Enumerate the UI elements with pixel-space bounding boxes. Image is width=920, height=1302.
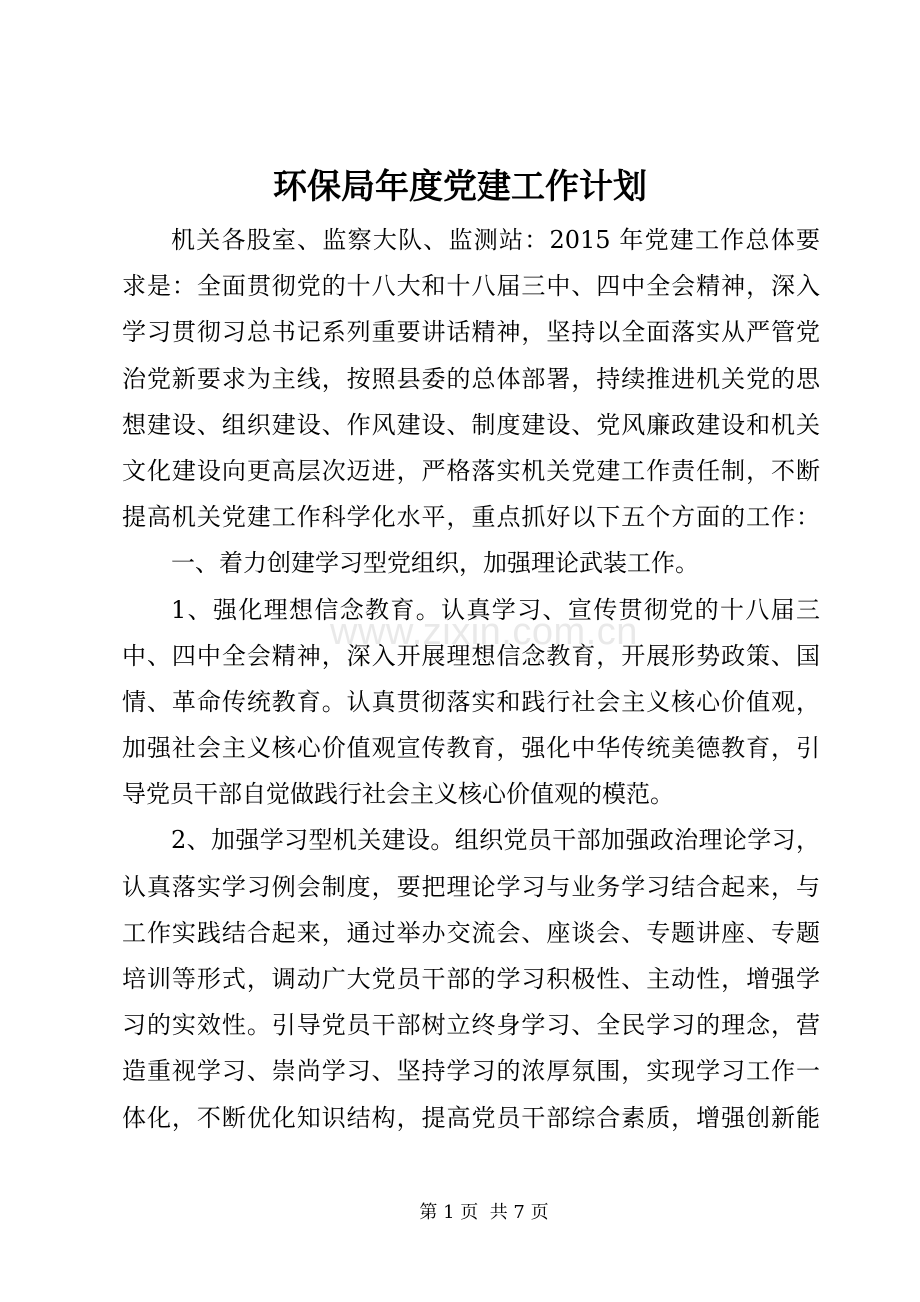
document-body: [122, 217, 820, 1141]
text-line: 培训等形式，调动广大党员干部的学习积极性、主动性，增强学: [122, 965, 820, 993]
document-title: 环保局年度党建工作计划: [273, 167, 647, 207]
page-number-footer: 第 1 页 共 7 页: [419, 1202, 549, 1223]
section-heading: [122, 540, 820, 586]
paragraph-item-1: [122, 587, 820, 818]
text-line: 工作实践结合起来，通过举办交流会、座谈会、专题讲座、专题: [122, 918, 820, 947]
text-line: 加强社会主义核心价值观宣传教育，强化中华传统美德教育，引: [122, 734, 820, 763]
text-line: 体化，不断优化知识结构，提高党员干部综合素质，增强创新能: [122, 1103, 820, 1132]
text-line: 想建设、组织建设、作风建设、制度建设、党风廉政建设和机关: [122, 410, 820, 439]
text-line: 文化建设向更高层次迈进，严格落实机关党建工作责任制，不断: [122, 456, 820, 485]
text-line: 提高机关党建工作科学化水平，重点抓好以下五个方面的工作：: [122, 503, 820, 532]
text-line: 求是：全面贯彻党的十八大和十八届三中、四中全会精神，深入: [122, 272, 820, 301]
text-line: 2、加强学习型机关建设。组织党员干部加强政治理论学习，: [171, 826, 820, 855]
text-line: 习的实效性。引导党员干部树立终身学习、全民学习的理念，营: [122, 1011, 820, 1040]
text-line: 认真落实学习例会制度，要把理论学习与业务学习结合起来，与: [122, 872, 820, 901]
text-line: 造重视学习、崇尚学习、坚持学习的浓厚氛围，实现学习工作一: [122, 1057, 820, 1086]
text-line: 治党新要求为主线，按照县委的总体部署，持续推进机关党的思: [122, 364, 820, 393]
text-line: 机关各股室、监察大队、监测站：2015 年党建工作总体要: [171, 226, 820, 254]
text-line: 导党员干部自觉做践行社会主义核心价值观的模范。: [122, 780, 674, 809]
paragraph-intro: [122, 217, 820, 540]
text-line: 学习贯彻习总书记系列重要讲话精神，坚持以全面落实从严管党: [122, 318, 820, 347]
watermark: www.zixin.com.cn: [330, 611, 638, 653]
text-line: 中、四中全会精神，深入开展理想信念教育，开展形势政策、国: [122, 641, 820, 670]
text-line: 情、革命传统教育。认真贯彻落实和践行社会主义核心价值观，: [122, 687, 820, 716]
text-line: 一、着力创建学习型党组织，加强理论武装工作。: [171, 549, 699, 578]
paragraph-item-2: [122, 817, 820, 1140]
text-line: 1、强化理想信念教育。认真学习、宣传贯彻党的十八届三: [171, 595, 820, 624]
